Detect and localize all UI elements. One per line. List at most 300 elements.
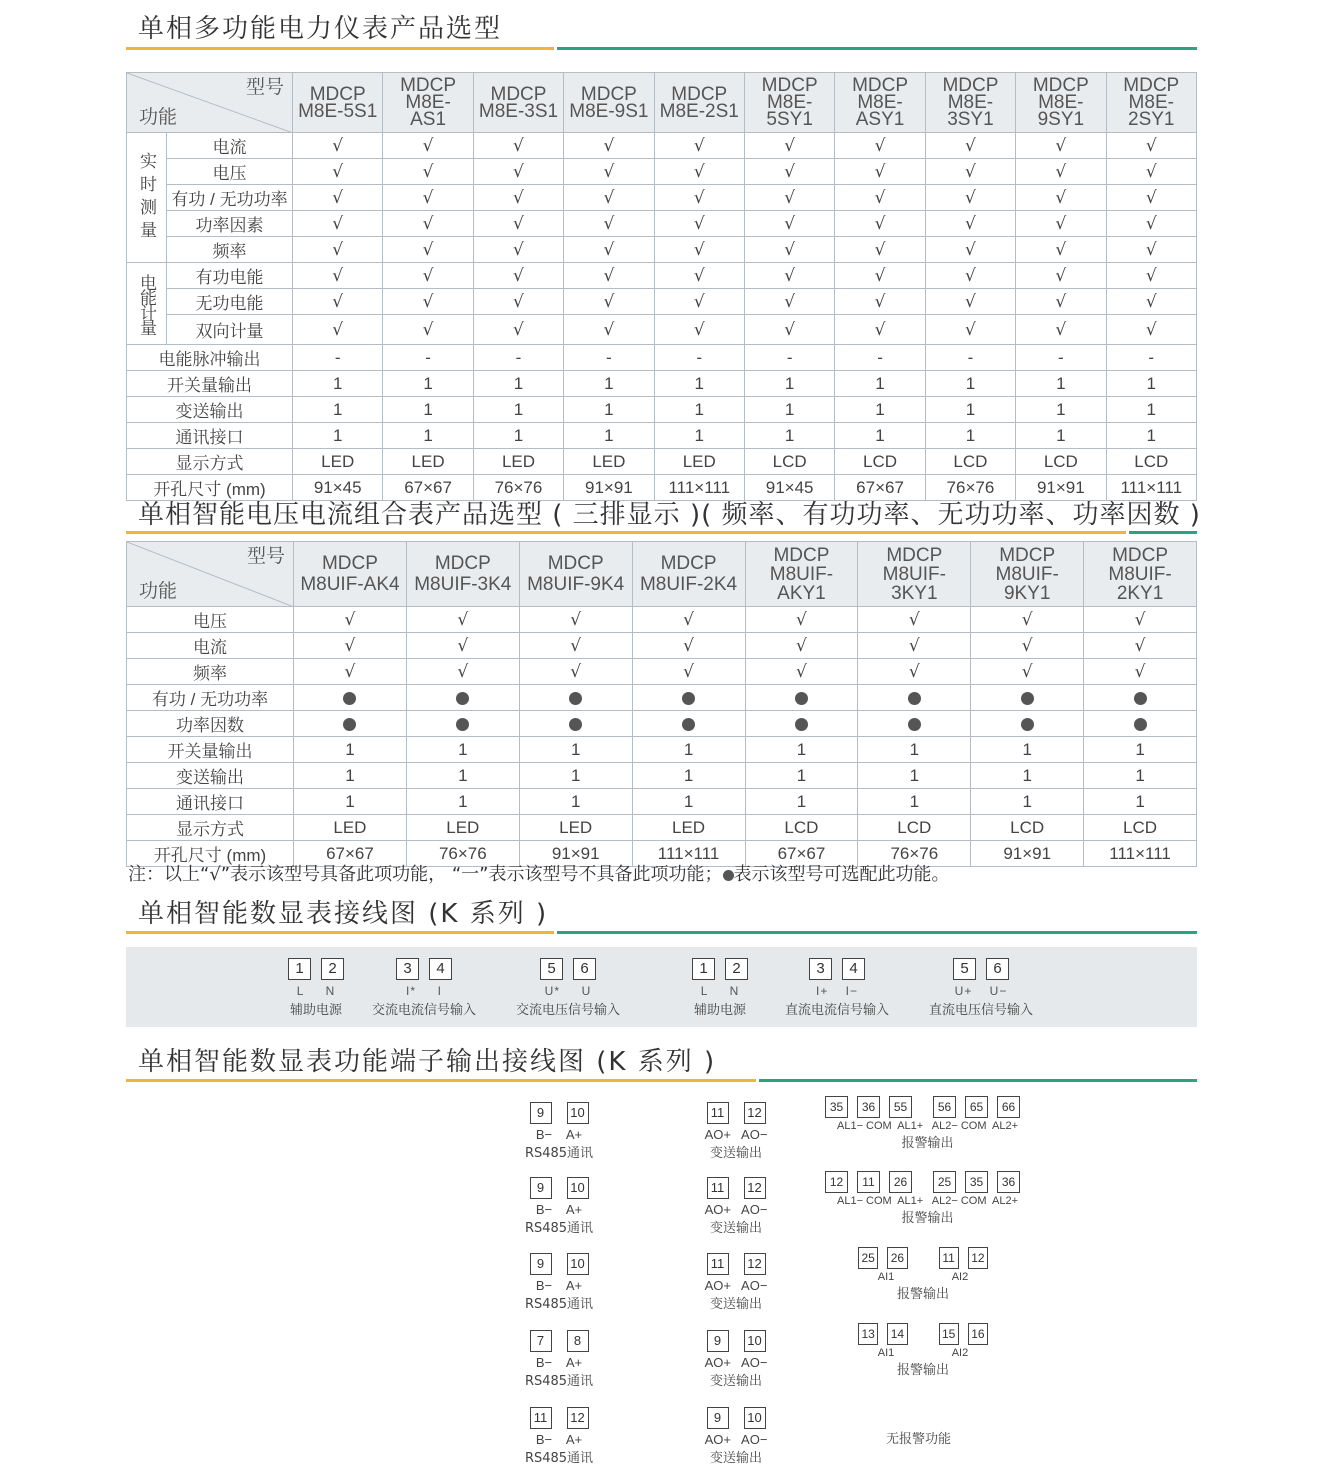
table-cell <box>632 711 745 737</box>
terminal-group <box>509 1407 609 1466</box>
table-cell: 1 <box>564 423 654 449</box>
optional-dot-icon <box>908 692 921 705</box>
table-cell: 1 <box>293 423 383 449</box>
table-cell: LED <box>406 815 519 841</box>
terminal-box: 5 <box>540 958 563 980</box>
table-cell: √ <box>519 633 632 659</box>
terminal-group <box>825 1096 1030 1151</box>
row-label: 功率因数 <box>127 711 294 737</box>
terminal-group <box>503 958 633 1018</box>
table-cell: 1 <box>858 763 971 789</box>
terminal-group <box>686 1330 786 1389</box>
model-name-line: 2KY1 <box>1116 582 1164 604</box>
optional-dot-icon <box>682 718 695 731</box>
row-label: 显示方式 <box>127 815 294 841</box>
row-label: 有功电能 <box>167 263 293 289</box>
optional-dot-icon <box>456 692 469 705</box>
table-row <box>127 737 1197 763</box>
table-cell: LED <box>564 449 654 475</box>
table-cell: √ <box>654 237 744 263</box>
table-cell <box>745 711 858 737</box>
table-cell: √ <box>654 133 744 159</box>
terminal-signals: AO+ AO− <box>704 1355 768 1370</box>
table-cell: 91×91 <box>971 841 1084 867</box>
table-cell: 111×111 <box>654 475 744 501</box>
terminal-signals: L N <box>296 984 336 998</box>
model-name-line: M8E-9S1 <box>569 100 649 122</box>
terminal-signals: AL1− COM AL1+ AL2− COM AL2+ <box>837 1120 1018 1132</box>
table-cell: 1 <box>835 397 925 423</box>
model-header <box>406 542 519 607</box>
table-cell <box>1084 711 1197 737</box>
model-name-line: AS1 <box>410 109 447 130</box>
terminal-signals: AI1 AI2 <box>877 1271 969 1283</box>
model-header <box>294 542 407 607</box>
section4-rule <box>126 1079 1197 1082</box>
note-text-2: 表示该型号可选配此功能。 <box>733 864 950 885</box>
terminal-description: 报警输出 <box>896 1363 949 1378</box>
table-cell: 1 <box>473 397 563 423</box>
table-cell: 1 <box>835 371 925 397</box>
terminal-description: RS485通讯 <box>524 1221 594 1236</box>
table-cell: LCD <box>1016 449 1106 475</box>
model-header <box>654 73 744 133</box>
table-cell: √ <box>745 607 858 633</box>
table-cell: 1 <box>473 371 563 397</box>
terminal-signals: AO+ AO− <box>704 1127 768 1142</box>
row-label: 变送输出 <box>127 397 293 423</box>
model-name-line: MDCP <box>309 83 366 105</box>
terminal-signals: B− A+ <box>535 1432 583 1447</box>
table-cell: LED <box>519 815 632 841</box>
terminal-group <box>858 1247 988 1302</box>
table-cell: 76×76 <box>858 841 971 867</box>
terminal-box: 16 <box>968 1323 988 1345</box>
table-row <box>127 237 1197 263</box>
table-cell: √ <box>858 607 971 633</box>
optional-dot-icon <box>1021 692 1034 705</box>
table-cell: √ <box>971 659 1084 685</box>
terminal-signals: AO+ AO− <box>704 1278 768 1293</box>
table-cell: 1 <box>744 423 834 449</box>
table-cell <box>294 711 407 737</box>
table-cell: 1 <box>858 789 971 815</box>
model-name-line: MDCP <box>660 553 717 574</box>
terminal-description: 变送输出 <box>709 1221 762 1236</box>
table-cell: 1 <box>745 763 858 789</box>
no-alarm-label: 无报警功能 <box>886 1432 952 1447</box>
table-cell: 111×111 <box>632 841 745 867</box>
table-cell: 1 <box>632 737 745 763</box>
table-cell: 1 <box>745 789 858 815</box>
table-cell: LCD <box>925 449 1015 475</box>
table-cell: √ <box>654 263 744 289</box>
terminal-box: 10 <box>567 1102 589 1124</box>
model-header <box>1084 542 1197 607</box>
table-cell: LED <box>293 449 383 475</box>
model-name-line: 5SY1 <box>766 109 813 130</box>
model-name-line: M8E-2S1 <box>659 100 739 122</box>
table-cell: √ <box>293 315 383 345</box>
table-cell <box>858 711 971 737</box>
row-label: 变送输出 <box>127 763 294 789</box>
table-cell: 91×91 <box>519 841 632 867</box>
table-cell: √ <box>744 263 834 289</box>
terminal-box: 12 <box>825 1171 848 1193</box>
table-cell: LED <box>654 449 744 475</box>
selection-table-1 <box>126 72 1197 501</box>
table-cell: √ <box>1016 263 1106 289</box>
table-cell: √ <box>632 633 745 659</box>
section3-rule <box>126 931 1197 934</box>
model-name-line: 3KY1 <box>891 582 938 604</box>
table-cell: √ <box>406 607 519 633</box>
terminal-description: 交流电流信号输入 <box>371 1003 476 1018</box>
table-cell: √ <box>1016 159 1106 185</box>
model-name-line: M8E-3S1 <box>478 100 559 122</box>
model-header <box>925 73 1015 133</box>
table-row <box>127 685 1197 711</box>
table-row <box>127 607 1197 633</box>
terminal-group <box>359 958 489 1018</box>
table-cell: 1 <box>1106 423 1196 449</box>
table-cell: √ <box>1084 659 1197 685</box>
table-row <box>127 397 1197 423</box>
table-row <box>127 133 1197 159</box>
table-cell: √ <box>925 159 1015 185</box>
table-cell: √ <box>294 607 407 633</box>
table-row <box>127 263 1197 289</box>
table-cell <box>858 685 971 711</box>
terminal-box: 35 <box>965 1171 988 1193</box>
terminal-box: 2 <box>321 958 344 980</box>
row-label: 通讯接口 <box>127 789 294 815</box>
table-cell: 1 <box>1084 737 1197 763</box>
model-name-line: M8UIF-AK4 <box>300 574 400 595</box>
terminal-description: 直流电压信号输入 <box>928 1003 1033 1018</box>
table-cell: √ <box>383 159 473 185</box>
model-name-line: M8E-5S1 <box>298 100 378 122</box>
table-row <box>127 633 1197 659</box>
optional-dot-icon <box>569 718 582 731</box>
optional-dot-icon <box>795 692 808 705</box>
table-cell: 1 <box>1016 371 1106 397</box>
table-cell: √ <box>564 315 654 345</box>
section2-title: 单相智能电压电流组合表产品选型 ( 三排显示 )( 频率、有功功率、无功功率、功率因数 ) <box>138 500 1201 530</box>
table-cell: √ <box>835 133 925 159</box>
table-cell: √ <box>971 633 1084 659</box>
table-cell: √ <box>835 159 925 185</box>
model-header <box>835 73 925 133</box>
table-cell: √ <box>473 289 563 315</box>
table-cell: √ <box>835 289 925 315</box>
model-name-line: M8E- <box>1128 92 1174 113</box>
terminal-box: 3 <box>809 958 832 980</box>
row-label: 电流 <box>167 133 293 159</box>
terminal-description: RS485通讯 <box>524 1297 594 1312</box>
table-cell: LCD <box>1084 815 1197 841</box>
table-cell: √ <box>564 237 654 263</box>
table-cell: √ <box>632 659 745 685</box>
terminal-box: 13 <box>858 1323 878 1345</box>
model-header <box>1016 73 1106 133</box>
terminal-description: RS485通讯 <box>524 1146 594 1161</box>
table-cell: √ <box>293 237 383 263</box>
table-cell: √ <box>1016 237 1106 263</box>
terminal-box: 36 <box>997 1171 1020 1193</box>
terminal-box: 1 <box>288 958 311 980</box>
table-cell: √ <box>971 607 1084 633</box>
table-cell: √ <box>744 237 834 263</box>
table-cell: - <box>473 345 563 371</box>
table-cell: 1 <box>519 789 632 815</box>
table-cell: 76×76 <box>473 475 563 501</box>
table-cell: √ <box>835 237 925 263</box>
terminal-signals: B− A+ <box>535 1355 583 1370</box>
table-cell: √ <box>1106 211 1196 237</box>
terminal-box: 12 <box>744 1253 766 1275</box>
terminal-box: 55 <box>889 1096 912 1118</box>
table-cell: - <box>564 345 654 371</box>
table-cell: LCD <box>858 815 971 841</box>
table-cell: √ <box>925 263 1015 289</box>
table-cell: - <box>383 345 473 371</box>
model-name-line: M8UIF-9K4 <box>527 574 625 595</box>
table-cell: - <box>835 345 925 371</box>
table-cell: √ <box>925 237 1015 263</box>
table-cell: √ <box>473 263 563 289</box>
section4-title: 单相智能数显表功能端子输出接线图 (K 系列 ) <box>138 1047 717 1077</box>
terminal-description: 变送输出 <box>709 1451 762 1466</box>
table-cell: √ <box>293 263 383 289</box>
table-cell: √ <box>835 185 925 211</box>
model-name-line: MDCP <box>1032 75 1089 96</box>
table-row <box>127 185 1197 211</box>
terminal-box: 12 <box>744 1177 766 1199</box>
model-name-line: 2SY1 <box>1128 109 1175 130</box>
terminal-description: RS485通讯 <box>524 1451 594 1466</box>
table-cell: 1 <box>654 397 744 423</box>
terminal-box: 25 <box>858 1247 878 1269</box>
terminal-box: 4 <box>429 958 452 980</box>
table-cell: √ <box>383 315 473 345</box>
optional-dot-icon <box>908 718 921 731</box>
note-text-1: 注：以上“√”表示该型号具备此项功能， “一”表示该型号不具备此项功能； <box>128 864 723 885</box>
table-cell: 1 <box>294 737 407 763</box>
model-header <box>971 542 1084 607</box>
table-row <box>127 659 1197 685</box>
table-cell: √ <box>473 237 563 263</box>
table-cell: √ <box>1016 289 1106 315</box>
terminal-box: 15 <box>939 1323 959 1345</box>
terminal-box: 25 <box>933 1171 956 1193</box>
section1-rule <box>126 47 1197 50</box>
table-cell: √ <box>744 185 834 211</box>
table-cell <box>971 685 1084 711</box>
terminal-box: 12 <box>567 1407 589 1429</box>
terminal-signals: I+ I− <box>815 984 859 998</box>
terminal-description: 报警输出 <box>901 1136 954 1151</box>
table-cell: √ <box>1084 607 1197 633</box>
terminal-box: 26 <box>889 1171 912 1193</box>
terminal-description: 辅助电源 <box>289 1003 342 1018</box>
table-cell: 91×91 <box>564 475 654 501</box>
terminal-signals: U+ U− <box>954 984 1008 998</box>
table-cell: √ <box>1106 133 1196 159</box>
table-row <box>127 211 1197 237</box>
table-cell: - <box>1016 345 1106 371</box>
table-cell: 1 <box>971 789 1084 815</box>
model-name-line: M8E- <box>947 92 994 113</box>
terminal-box: 10 <box>567 1253 589 1275</box>
table-cell: √ <box>564 289 654 315</box>
row-label: 双向计量 <box>167 315 293 345</box>
terminal-group <box>916 958 1046 1018</box>
terminal-box: 10 <box>744 1407 766 1429</box>
table-cell <box>632 685 745 711</box>
row-label: 开关量输出 <box>127 371 293 397</box>
table-cell: 1 <box>925 397 1015 423</box>
row-label: 电压 <box>167 159 293 185</box>
table-cell: √ <box>293 211 383 237</box>
table-cell: 91×45 <box>293 475 383 501</box>
terminal-group <box>686 1102 786 1161</box>
table-cell: LCD <box>745 815 858 841</box>
table-cell: √ <box>744 289 834 315</box>
row-label: 无功电能 <box>167 289 293 315</box>
table-cell: LCD <box>835 449 925 475</box>
table-cell: 91×45 <box>744 475 834 501</box>
model-name-line: AKY1 <box>777 582 826 604</box>
model-name-line: MDCP <box>999 544 1056 566</box>
table-cell: 76×76 <box>925 475 1015 501</box>
optional-dot-icon <box>343 718 356 731</box>
table-row <box>127 789 1197 815</box>
table-cell <box>1084 685 1197 711</box>
model-name-line: M8UIF- <box>995 563 1059 585</box>
terminal-description: 报警输出 <box>896 1287 949 1302</box>
model-name-line: 3SY1 <box>947 109 994 130</box>
table-cell: 1 <box>654 423 744 449</box>
model-header <box>293 73 383 133</box>
table-cell: 1 <box>1084 763 1197 789</box>
model-header <box>744 73 834 133</box>
table-cell: √ <box>858 659 971 685</box>
header-function-label: 功能 <box>139 581 178 602</box>
table-row <box>127 423 1197 449</box>
table-cell: 1 <box>925 423 1015 449</box>
optional-dot-icon <box>1021 718 1034 731</box>
table-cell: 1 <box>473 423 563 449</box>
table-row <box>127 345 1197 371</box>
terminal-signals: AL1− COM AL1+ AL2− COM AL2+ <box>837 1195 1018 1207</box>
terminal-group <box>686 1407 786 1466</box>
terminal-description: 辅助电源 <box>693 1003 746 1018</box>
table-cell: 1 <box>925 371 1015 397</box>
table1-corner-header <box>127 73 293 133</box>
table-cell: √ <box>744 133 834 159</box>
table-cell: √ <box>293 159 383 185</box>
section3-title: 单相智能数显表接线图 (K 系列 ) <box>138 899 549 929</box>
table-cell: √ <box>744 159 834 185</box>
model-header <box>564 73 654 133</box>
terminal-signals: U* U <box>544 984 592 998</box>
table-cell: √ <box>406 633 519 659</box>
model-name-line: MDCP <box>942 75 999 96</box>
table-cell: √ <box>858 633 971 659</box>
table-row <box>127 711 1197 737</box>
table-cell: √ <box>835 211 925 237</box>
table-cell: 67×67 <box>745 841 858 867</box>
table-cell: √ <box>406 659 519 685</box>
table-cell: 1 <box>383 423 473 449</box>
table-cell: √ <box>383 133 473 159</box>
row-label: 电压 <box>127 607 294 633</box>
group-label: 电能计量 <box>127 263 167 345</box>
terminal-box: 12 <box>744 1102 766 1124</box>
terminal-box: 9 <box>707 1407 729 1429</box>
table-cell <box>406 711 519 737</box>
terminal-box: 11 <box>857 1171 880 1193</box>
table-cell: √ <box>383 289 473 315</box>
table-cell: - <box>654 345 744 371</box>
table-cell: 67×67 <box>294 841 407 867</box>
table-cell: 1 <box>293 397 383 423</box>
terminal-box: 14 <box>887 1323 907 1345</box>
table-cell: √ <box>925 211 1015 237</box>
optional-dot-icon <box>1134 718 1147 731</box>
table-cell: √ <box>654 315 744 345</box>
table-cell: 91×91 <box>1016 475 1106 501</box>
terminal-signals: B− A+ <box>535 1127 583 1142</box>
table-cell: √ <box>1106 263 1196 289</box>
table-cell: 1 <box>1106 371 1196 397</box>
model-header <box>1106 73 1196 133</box>
model-name-line: M8UIF-3K4 <box>414 574 512 595</box>
table-cell <box>406 685 519 711</box>
table-cell: √ <box>925 289 1015 315</box>
table-cell: √ <box>383 263 473 289</box>
table-cell: 1 <box>632 789 745 815</box>
row-label: 功率因素 <box>167 211 293 237</box>
table-cell: 76×76 <box>406 841 519 867</box>
terminal-box: 11 <box>707 1102 729 1124</box>
table-cell: 1 <box>1016 423 1106 449</box>
table-cell: √ <box>745 659 858 685</box>
table-row <box>127 315 1197 345</box>
table-row <box>127 763 1197 789</box>
table-cell: 1 <box>632 763 745 789</box>
terminal-group <box>509 1253 609 1312</box>
terminal-box: 6 <box>573 958 596 980</box>
terminal-description: 变送输出 <box>709 1374 762 1389</box>
table-cell: √ <box>925 133 1015 159</box>
group-label: 实时测量 <box>127 133 167 263</box>
table-cell: √ <box>473 185 563 211</box>
table-cell: - <box>293 345 383 371</box>
header-model-label: 型号 <box>246 546 285 567</box>
table-cell: 1 <box>971 763 1084 789</box>
optional-dot-icon <box>569 692 582 705</box>
table-cell: √ <box>654 211 744 237</box>
wiring-diagram-panel <box>126 947 1197 1027</box>
terminal-box: 11 <box>707 1253 729 1275</box>
table-cell: √ <box>744 315 834 345</box>
terminal-group <box>858 1323 988 1378</box>
optional-dot-icon <box>795 718 808 731</box>
table-cell: 1 <box>564 371 654 397</box>
model-name-line: M8UIF- <box>882 563 946 585</box>
